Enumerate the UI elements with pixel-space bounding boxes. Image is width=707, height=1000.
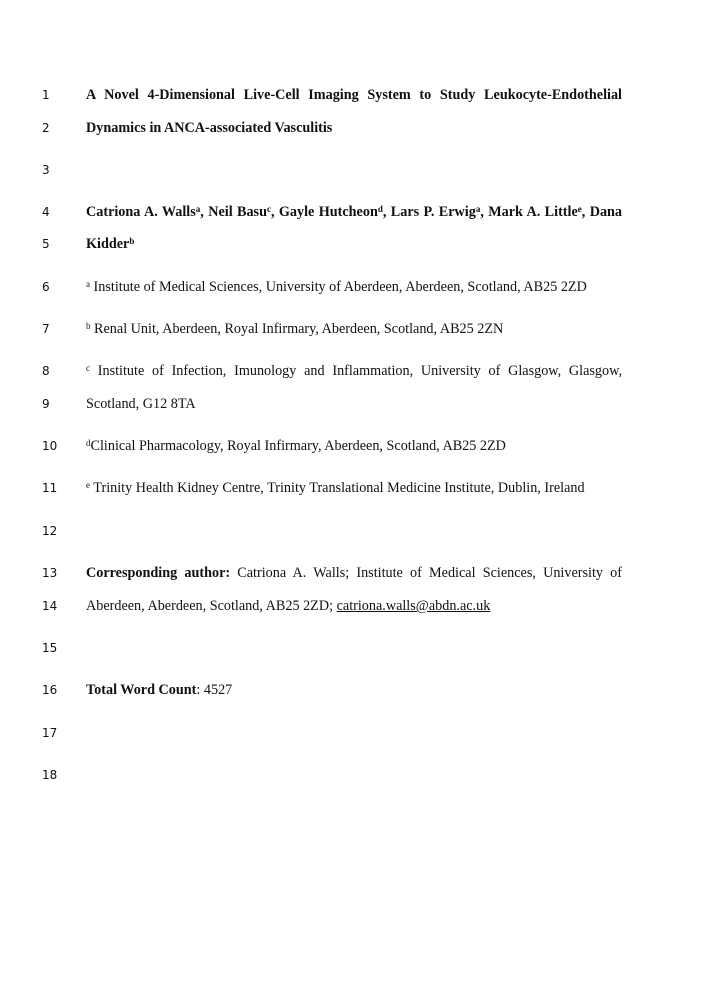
word-count-label: Total Word Count: [86, 682, 197, 698]
line-number: 18: [42, 768, 58, 782]
author-affil-sup: a: [195, 204, 201, 214]
author-affil-sup: a: [475, 204, 481, 214]
line-13: [0, 562, 707, 584]
line-number: 10: [42, 439, 58, 453]
line-number: 6: [42, 280, 50, 294]
line-9: [0, 393, 707, 415]
author-name: Kidder: [86, 236, 130, 252]
line-number: 14: [42, 599, 58, 613]
line-12: [0, 520, 707, 542]
line-number: 8: [42, 364, 50, 378]
line-7: [0, 318, 707, 340]
word-count: [86, 679, 622, 701]
line-number: 17: [42, 726, 58, 740]
line-number: 5: [42, 237, 50, 251]
line-3: [0, 159, 707, 181]
line-number: 3: [42, 163, 50, 177]
line-number: 9: [42, 397, 50, 411]
affiliation-e: $^e$ Trinity Health Kidney Centre, Trinity Translational Medicine Institute, Dublin, Ireland: [86, 480, 585, 496]
line-number: 12: [42, 524, 58, 538]
author-name: Catriona A. Walls: [86, 204, 196, 220]
author-affil-sup: b: [129, 236, 135, 246]
line-number: 1: [42, 88, 50, 102]
line-15: [0, 637, 707, 659]
author-list-cont: [86, 233, 622, 255]
affiliation-a: $^a$ Institute of Medical Sciences, University of Aberdeen, Aberdeen, Scotland, AB25 2ZD: [86, 279, 587, 295]
author-list: Catriona A. Walls$^a$, Neil Basu$^c$, Gayle Hutcheon$^d$, Lars P. Erwig$^a$, Mark A. Little$^e$, Dana: [86, 204, 623, 220]
corresponding-author: Corresponding author: Catriona A. Walls; Institute of Medical Sciences, University of: [86, 565, 622, 581]
affiliation-b: $^b$ Renal Unit, Aberdeen, Royal Infirmary, Aberdeen, Scotland, AB25 2ZN: [86, 321, 504, 337]
line-number: 15: [42, 641, 58, 655]
line-number: 11: [42, 481, 58, 495]
line-6: [0, 276, 707, 298]
line-16: [0, 679, 707, 701]
line-number: 7: [42, 322, 50, 336]
author-name: Neil Basu: [208, 204, 267, 220]
line-number: 16: [42, 683, 58, 697]
email-link[interactable]: catriona.walls@abdn.ac.uk: [336, 598, 491, 614]
line-1: [0, 84, 707, 106]
author-name: Gayle Hutcheon: [278, 204, 378, 220]
line-number: 4: [42, 205, 50, 219]
title-line-1: A Novel 4-Dimensional Live-Cell Imaging System to Study Leukocyte-Endothelial: [86, 87, 622, 103]
word-count-value: : 4527: [196, 682, 233, 698]
line-18: [0, 764, 707, 786]
line-4: [0, 201, 707, 223]
line-17: [0, 722, 707, 744]
line-number: 2: [42, 121, 50, 135]
author-affil-sup: c: [266, 204, 271, 214]
line-10: [0, 435, 707, 457]
author-name: Lars P. Erwig: [390, 204, 476, 220]
author-name: Dana: [589, 204, 623, 220]
author-affil-sup: d: [377, 204, 383, 214]
corresponding-author-label: Corresponding author:: [86, 565, 231, 581]
author-affil-sup: e: [577, 204, 582, 214]
line-14: [0, 595, 707, 617]
affiliation-d: $^d$Clinical Pharmacology, Royal Infirmary, Aberdeen, Scotland, AB25 2ZD: [86, 438, 506, 454]
title-line-2: Dynamics in ANCA-associated Vasculitis: [86, 120, 333, 136]
author-name: Mark A. Little: [488, 204, 578, 220]
line-number: 13: [42, 566, 58, 580]
line-5: [0, 233, 707, 255]
affiliation-c: $^c$ Institute of Infection, Imunology and Inflammation, University of Glasgow, Glasgow,: [86, 363, 622, 379]
corresponding-author-cont: Aberdeen, Aberdeen, Scotland, AB25 2ZD; catriona.walls@abdn.ac.uk: [86, 598, 491, 614]
line-11: [0, 477, 707, 499]
line-2: [0, 117, 707, 139]
line-8: [0, 360, 707, 382]
affiliation-c-cont: Scotland, G12 8TA: [86, 396, 196, 412]
